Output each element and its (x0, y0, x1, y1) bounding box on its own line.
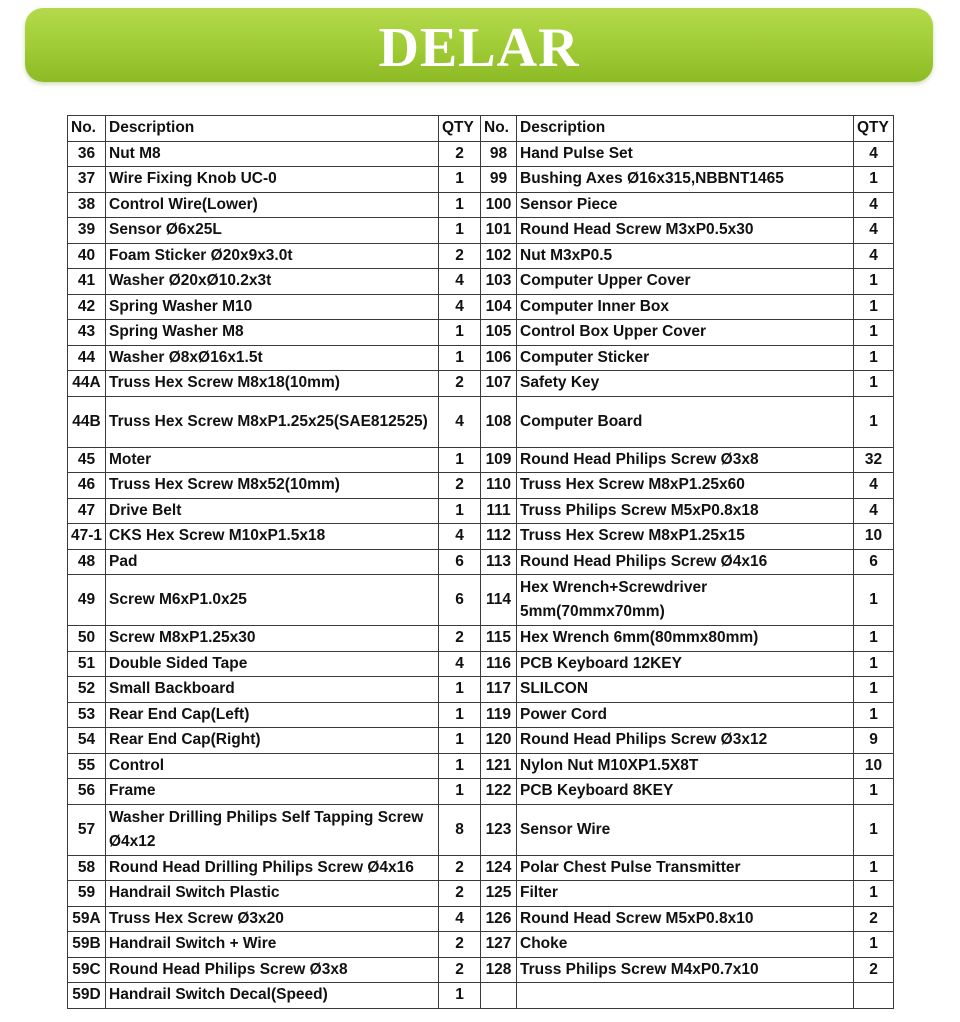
part-description: Wire Fixing Knob UC-0 (106, 167, 439, 193)
part-number: 57 (68, 804, 106, 855)
part-description: Nut M3xP0.5 (517, 243, 854, 269)
table-row (68, 524, 894, 550)
part-description: SLILCON (517, 677, 854, 703)
part-description: Computer Sticker (517, 345, 854, 371)
part-description: PCB Keyboard 8KEY (517, 779, 854, 805)
part-description: PCB Keyboard 12KEY (517, 651, 854, 677)
part-qty: 2 (439, 957, 481, 983)
part-description: Screw M6xP1.0x25 (106, 575, 439, 626)
column-header-description: Description (106, 116, 439, 142)
part-qty: 2 (854, 906, 894, 932)
part-qty: 1 (854, 345, 894, 371)
part-number: 128 (481, 957, 517, 983)
part-qty: 32 (854, 447, 894, 473)
part-qty: 10 (854, 524, 894, 550)
part-description: Rear End Cap(Left) (106, 702, 439, 728)
table-row (68, 167, 894, 193)
part-description: Round Head Philips Screw Ø3x8 (106, 957, 439, 983)
part-description: Hex Wrench+Screwdriver 5mm(70mmx70mm) (517, 575, 854, 626)
part-description: Bushing Axes Ø16x315,NBBNT1465 (517, 167, 854, 193)
part-number: 119 (481, 702, 517, 728)
part-number: 46 (68, 473, 106, 499)
table-row (68, 396, 894, 447)
part-number: 54 (68, 728, 106, 754)
part-description: Washer Drilling Philips Self Tapping Screw Ø4x12 (106, 804, 439, 855)
part-number: 59 (68, 881, 106, 907)
part-description: Round Head Philips Screw Ø3x12 (517, 728, 854, 754)
part-description: Moter (106, 447, 439, 473)
part-description: Foam Sticker Ø20x9x3.0t (106, 243, 439, 269)
part-description: Screw M8xP1.25x30 (106, 626, 439, 652)
part-qty: 6 (439, 549, 481, 575)
table-row (68, 957, 894, 983)
part-number: 42 (68, 294, 106, 320)
part-qty: 2 (854, 957, 894, 983)
part-description: Drive Belt (106, 498, 439, 524)
table-row (68, 932, 894, 958)
part-number: 40 (68, 243, 106, 269)
part-qty: 1 (854, 932, 894, 958)
part-qty: 4 (854, 218, 894, 244)
part-number: 108 (481, 396, 517, 447)
table-row (68, 804, 894, 855)
column-header-description: Description (517, 116, 854, 142)
table-row (68, 320, 894, 346)
part-qty: 4 (854, 498, 894, 524)
part-qty: 8 (439, 804, 481, 855)
part-number: 120 (481, 728, 517, 754)
part-qty: 4 (439, 906, 481, 932)
part-qty: 1 (854, 626, 894, 652)
part-number: 38 (68, 192, 106, 218)
part-number: 53 (68, 702, 106, 728)
part-qty: 1 (854, 881, 894, 907)
part-number: 124 (481, 855, 517, 881)
part-description: Handrail Switch Plastic (106, 881, 439, 907)
part-qty: 2 (439, 371, 481, 397)
part-number: 103 (481, 269, 517, 295)
parts-table-body (68, 141, 894, 1008)
table-row (68, 626, 894, 652)
part-description: Truss Hex Screw M8xP1.25x25(SAE812525) (106, 396, 439, 447)
part-number: 41 (68, 269, 106, 295)
table-row (68, 855, 894, 881)
part-qty: 4 (439, 651, 481, 677)
part-number: 55 (68, 753, 106, 779)
part-description: Control (106, 753, 439, 779)
part-number: 99 (481, 167, 517, 193)
part-qty: 4 (854, 192, 894, 218)
part-qty: 2 (439, 626, 481, 652)
part-number: 37 (68, 167, 106, 193)
parts-table (67, 115, 894, 1009)
part-description: Computer Inner Box (517, 294, 854, 320)
part-number: 105 (481, 320, 517, 346)
part-description: Washer Ø20xØ10.2x3t (106, 269, 439, 295)
part-number: 49 (68, 575, 106, 626)
part-description: Handrail Switch Decal(Speed) (106, 983, 439, 1009)
part-number: 47 (68, 498, 106, 524)
part-qty: 6 (854, 549, 894, 575)
part-number: 59D (68, 983, 106, 1009)
part-number: 109 (481, 447, 517, 473)
part-number: 56 (68, 779, 106, 805)
table-row (68, 677, 894, 703)
table-row (68, 345, 894, 371)
part-qty: 4 (439, 269, 481, 295)
table-row (68, 218, 894, 244)
part-number: 58 (68, 855, 106, 881)
part-qty: 10 (854, 753, 894, 779)
part-number: 50 (68, 626, 106, 652)
part-description: Truss Philips Screw M4xP0.7x10 (517, 957, 854, 983)
part-number: 59C (68, 957, 106, 983)
part-number: 51 (68, 651, 106, 677)
part-number: 47-1 (68, 524, 106, 550)
part-description: Truss Hex Screw M8x52(10mm) (106, 473, 439, 499)
part-qty: 2 (439, 855, 481, 881)
part-description: Sensor Wire (517, 804, 854, 855)
part-qty: 4 (854, 473, 894, 499)
part-number: 126 (481, 906, 517, 932)
part-number: 44A (68, 371, 106, 397)
part-description: Double Sided Tape (106, 651, 439, 677)
column-header-no: No. (68, 116, 106, 142)
part-qty: 1 (439, 218, 481, 244)
part-qty: 1 (854, 294, 894, 320)
part-qty: 9 (854, 728, 894, 754)
part-description: Truss Hex Screw M8xP1.25x15 (517, 524, 854, 550)
part-qty: 1 (439, 702, 481, 728)
part-number: 45 (68, 447, 106, 473)
part-number: 113 (481, 549, 517, 575)
part-number: 110 (481, 473, 517, 499)
part-qty: 1 (854, 855, 894, 881)
part-number: 122 (481, 779, 517, 805)
part-qty: 1 (439, 345, 481, 371)
part-qty (854, 983, 894, 1009)
part-description: Polar Chest Pulse Transmitter (517, 855, 854, 881)
column-header-no: No. (481, 116, 517, 142)
part-description: Washer Ø8xØ16x1.5t (106, 345, 439, 371)
part-qty: 2 (439, 473, 481, 499)
page-title: DELAR (378, 17, 580, 79)
column-header-qty: QTY (439, 116, 481, 142)
part-qty: 2 (439, 881, 481, 907)
part-description: Truss Philips Screw M5xP0.8x18 (517, 498, 854, 524)
part-description: Nylon Nut M10XP1.5X8T (517, 753, 854, 779)
part-qty: 1 (439, 192, 481, 218)
part-number: 59A (68, 906, 106, 932)
part-qty: 4 (439, 396, 481, 447)
part-qty: 1 (439, 728, 481, 754)
part-number: 112 (481, 524, 517, 550)
table-row (68, 728, 894, 754)
part-qty: 2 (439, 243, 481, 269)
part-qty: 1 (854, 779, 894, 805)
part-number: 102 (481, 243, 517, 269)
part-number: 44 (68, 345, 106, 371)
part-number: 106 (481, 345, 517, 371)
part-qty: 1 (854, 702, 894, 728)
table-row (68, 983, 894, 1009)
part-qty: 1 (854, 651, 894, 677)
part-description: Hand Pulse Set (517, 141, 854, 167)
table-row (68, 447, 894, 473)
part-number: 100 (481, 192, 517, 218)
part-number: 115 (481, 626, 517, 652)
part-number: 98 (481, 141, 517, 167)
part-description: Frame (106, 779, 439, 805)
part-description: Round Head Philips Screw Ø3x8 (517, 447, 854, 473)
table-row (68, 651, 894, 677)
part-description: Hex Wrench 6mm(80mmx80mm) (517, 626, 854, 652)
part-description: Handrail Switch + Wire (106, 932, 439, 958)
part-qty: 1 (439, 779, 481, 805)
part-qty: 1 (439, 498, 481, 524)
part-description: Truss Hex Screw M8xP1.25x60 (517, 473, 854, 499)
table-row (68, 243, 894, 269)
part-description: Round Head Screw M3xP0.5x30 (517, 218, 854, 244)
table-row (68, 549, 894, 575)
part-description: Round Head Philips Screw Ø4x16 (517, 549, 854, 575)
table-row (68, 192, 894, 218)
part-description: Nut M8 (106, 141, 439, 167)
table-row (68, 906, 894, 932)
table-row (68, 294, 894, 320)
table-header-row (68, 116, 894, 142)
part-description: Sensor Ø6x25L (106, 218, 439, 244)
table-row (68, 779, 894, 805)
part-qty: 1 (439, 167, 481, 193)
part-description: Round Head Screw M5xP0.8x10 (517, 906, 854, 932)
part-description: Truss Hex Screw Ø3x20 (106, 906, 439, 932)
part-number: 101 (481, 218, 517, 244)
part-qty: 1 (854, 396, 894, 447)
part-qty: 4 (439, 524, 481, 550)
part-qty: 4 (854, 243, 894, 269)
part-description: Spring Washer M8 (106, 320, 439, 346)
part-description: Computer Board (517, 396, 854, 447)
part-qty: 1 (439, 447, 481, 473)
part-number (481, 983, 517, 1009)
part-qty: 2 (439, 141, 481, 167)
part-qty: 1 (854, 575, 894, 626)
table-row (68, 269, 894, 295)
part-description: Safety Key (517, 371, 854, 397)
part-qty: 1 (439, 983, 481, 1009)
part-qty: 1 (854, 269, 894, 295)
table-row (68, 473, 894, 499)
part-description: Truss Hex Screw M8x18(10mm) (106, 371, 439, 397)
table-row (68, 371, 894, 397)
part-qty: 1 (854, 804, 894, 855)
part-number: 44B (68, 396, 106, 447)
part-description: Small Backboard (106, 677, 439, 703)
table-row (68, 575, 894, 626)
part-number: 125 (481, 881, 517, 907)
table-row (68, 141, 894, 167)
part-description: Filter (517, 881, 854, 907)
part-qty: 4 (439, 294, 481, 320)
part-description: Sensor Piece (517, 192, 854, 218)
part-qty: 1 (439, 677, 481, 703)
part-qty: 4 (854, 141, 894, 167)
title-banner (25, 8, 933, 82)
part-number: 116 (481, 651, 517, 677)
part-number: 117 (481, 677, 517, 703)
part-number: 107 (481, 371, 517, 397)
part-qty: 6 (439, 575, 481, 626)
part-number: 114 (481, 575, 517, 626)
table-row (68, 881, 894, 907)
part-number: 127 (481, 932, 517, 958)
table-row (68, 498, 894, 524)
part-description: Pad (106, 549, 439, 575)
part-qty: 1 (854, 320, 894, 346)
part-qty: 1 (439, 320, 481, 346)
part-number: 111 (481, 498, 517, 524)
part-qty: 1 (854, 167, 894, 193)
part-number: 52 (68, 677, 106, 703)
column-header-qty: QTY (854, 116, 894, 142)
part-number: 59B (68, 932, 106, 958)
part-description: Round Head Drilling Philips Screw Ø4x16 (106, 855, 439, 881)
part-qty: 1 (854, 677, 894, 703)
part-description: Choke (517, 932, 854, 958)
part-qty: 2 (439, 932, 481, 958)
part-description: CKS Hex Screw M10xP1.5x18 (106, 524, 439, 550)
part-qty: 1 (439, 753, 481, 779)
part-number: 123 (481, 804, 517, 855)
part-description: Spring Washer M10 (106, 294, 439, 320)
part-number: 104 (481, 294, 517, 320)
part-number: 43 (68, 320, 106, 346)
part-description: Computer Upper Cover (517, 269, 854, 295)
part-number: 121 (481, 753, 517, 779)
part-number: 39 (68, 218, 106, 244)
table-row (68, 753, 894, 779)
part-description: Control Wire(Lower) (106, 192, 439, 218)
part-number: 36 (68, 141, 106, 167)
part-number: 48 (68, 549, 106, 575)
part-description (517, 983, 854, 1009)
part-description: Power Cord (517, 702, 854, 728)
part-description: Control Box Upper Cover (517, 320, 854, 346)
table-row (68, 702, 894, 728)
part-qty: 1 (854, 371, 894, 397)
part-description: Rear End Cap(Right) (106, 728, 439, 754)
